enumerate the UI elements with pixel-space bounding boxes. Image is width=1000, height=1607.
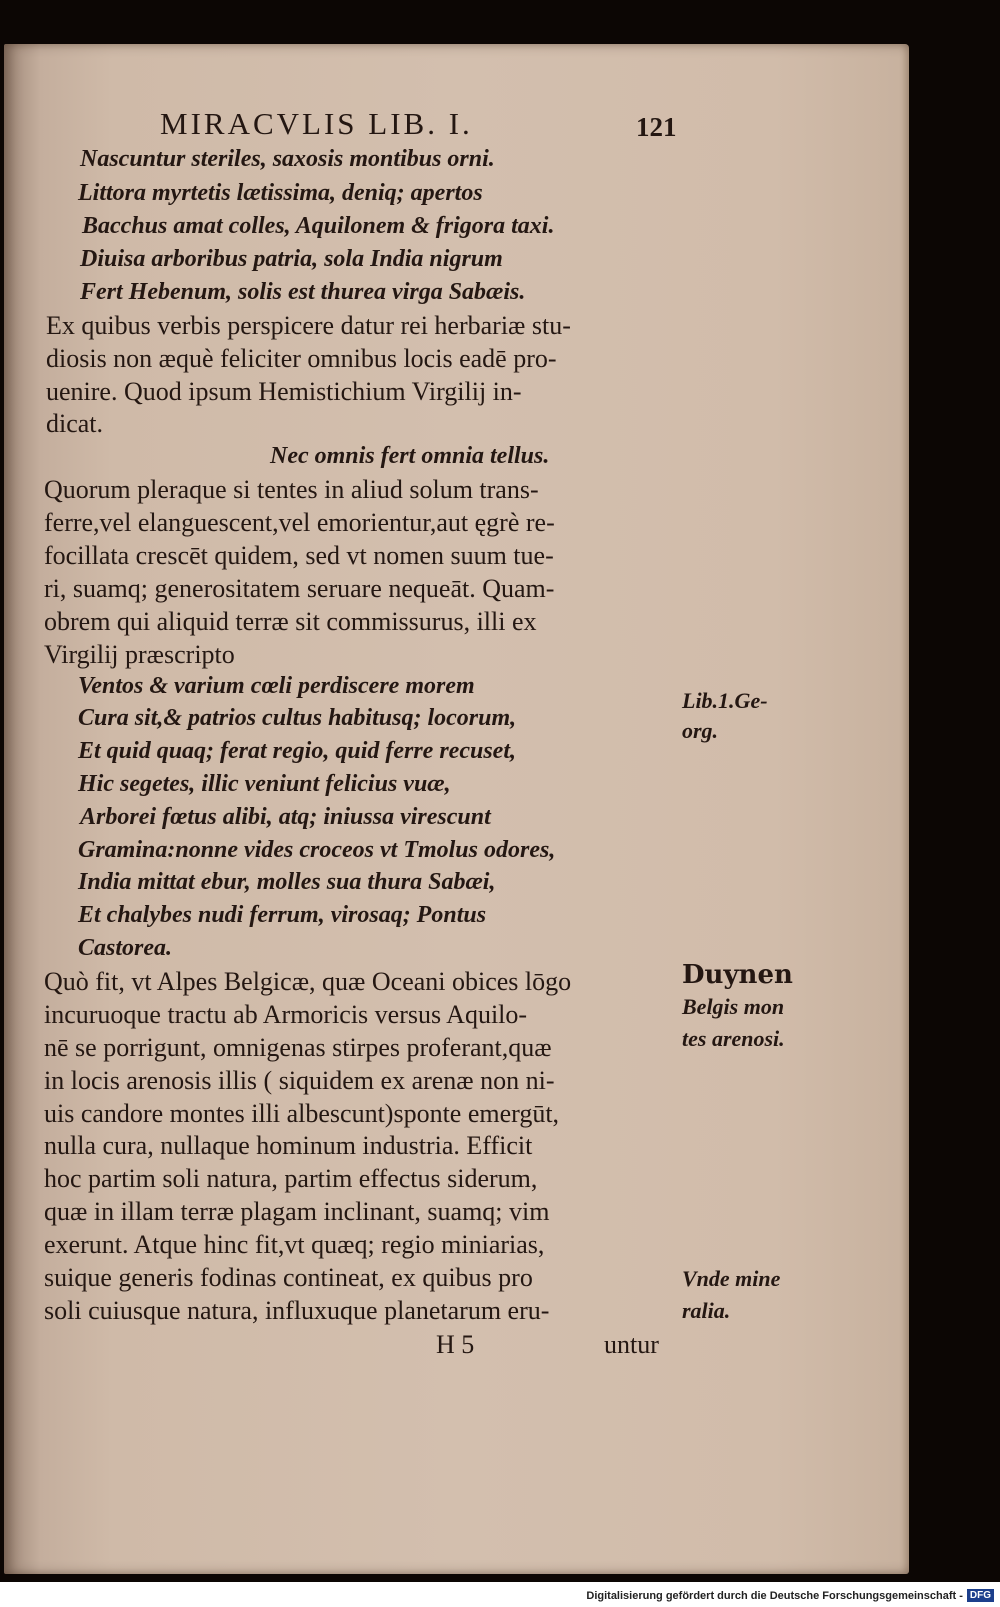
page-number: 121	[636, 112, 677, 142]
prose-line: quæ in illam terræ plagam inclinant, suamq; vim	[44, 1197, 550, 1226]
margin-note-blackletter: Duynen	[682, 960, 793, 990]
prose-line: soli cuiusque natura, influxuque planetarum eru-	[44, 1296, 550, 1325]
prose-line: Virgilij præscripto	[44, 640, 235, 669]
prose-line: obrem qui aliquid terræ sit commissurus, illi ex	[44, 607, 537, 636]
catchword: untur	[604, 1330, 659, 1359]
prose-line: ri, suamq; generositatem seruare nequeāt. Quam-	[44, 574, 555, 603]
verse-line: Bacchus amat colles, Aquilonem & frigora taxi.	[82, 213, 555, 239]
verse-line: India mittat ebur, molles sua thura Sabæi,	[78, 869, 496, 895]
verse-line: Hic segetes, illic veniunt felicius vuæ,	[78, 771, 451, 797]
prose-line: exerunt. Atque hinc fit,vt quæq; regio miniarias,	[44, 1230, 545, 1259]
prose-line: nulla cura, nullaque hominum industria. Efficit	[44, 1131, 533, 1160]
prose-line: Ex quibus verbis perspicere datur rei herbariæ stu-	[46, 311, 571, 340]
margin-note: ralia.	[682, 1298, 731, 1323]
margin-note: org.	[682, 718, 719, 743]
prose-line: incuruoque tractu ab Armoricis versus Aquilo-	[44, 1000, 528, 1029]
footer-text: Digitalisierung gefördert durch die Deutsche Forschungsgemeinschaft -	[586, 1589, 963, 1602]
verse-line: Nec omnis fert omnia tellus.	[270, 443, 550, 469]
verse-line: Et chalybes nudi ferrum, virosaq; Pontus	[78, 902, 487, 928]
prose-line: diosis non æquè feliciter omnibus locis eadē pro-	[46, 344, 557, 373]
dfg-logo: DFG	[967, 1589, 994, 1602]
verse-line: Nascuntur steriles, saxosis montibus orni.	[80, 146, 495, 172]
margin-note: Lib.1.Ge-	[682, 688, 768, 713]
verse-line: Gramina:nonne vides croceos vt Tmolus odores,	[78, 837, 556, 863]
running-title: MIRACVLIS LIB. I.	[160, 106, 473, 141]
verse-line: Castorea.	[78, 935, 173, 961]
margin-note: Vnde mine	[682, 1266, 781, 1291]
prose-line: in locis arenosis illis ( siquidem ex arenæ non ni-	[44, 1066, 555, 1095]
verse-line: Diuisa arboribus patria, sola India nigrum	[80, 246, 503, 272]
prose-line: Quorum pleraque si tentes in aliud solum trans-	[44, 475, 539, 504]
verse-line: Ventos & varium cœli perdiscere morem	[78, 673, 475, 699]
prose-line: hoc partim soli natura, partim effectus siderum,	[44, 1164, 538, 1193]
signature-mark: H 5	[436, 1330, 475, 1359]
prose-line: ferre,vel elanguescent,vel emorientur,aut ęgrè re-	[44, 508, 555, 537]
prose-line: Quò fit, vt Alpes Belgicæ, quæ Oceani obices lōgo	[44, 967, 572, 996]
margin-note: Belgis mon	[682, 994, 785, 1019]
verse-line: Littora myrtetis lætissima, deniq; apertos	[78, 180, 483, 206]
prose-line: uenire. Quod ipsum Hemistichium Virgilij in-	[46, 377, 522, 406]
prose-line: focillata crescēt quidem, sed vt nomen suum tue-	[44, 541, 554, 570]
margin-note: tes arenosi.	[682, 1026, 785, 1051]
verse-line: Et quid quaq; ferat regio, quid ferre recuset,	[78, 738, 516, 764]
verse-line: Fert Hebenum, solis est thurea virga Sabæis.	[80, 279, 526, 305]
prose-line: nē se porrigunt, omnigenas stirpes proferant,quæ	[44, 1033, 552, 1062]
prose-line: suique generis fodinas contineat, ex quibus pro	[44, 1263, 533, 1292]
verse-line: Arborei fœtus alibi, atq; iniussa virescunt	[80, 804, 491, 830]
digitization-footer	[0, 1584, 1000, 1607]
prose-line: uis candore montes illi albescunt)sponte emergūt,	[44, 1099, 560, 1128]
verse-line: Cura sit,& patrios cultus habitusq; locorum,	[78, 705, 517, 731]
prose-line: dicat.	[46, 409, 104, 438]
